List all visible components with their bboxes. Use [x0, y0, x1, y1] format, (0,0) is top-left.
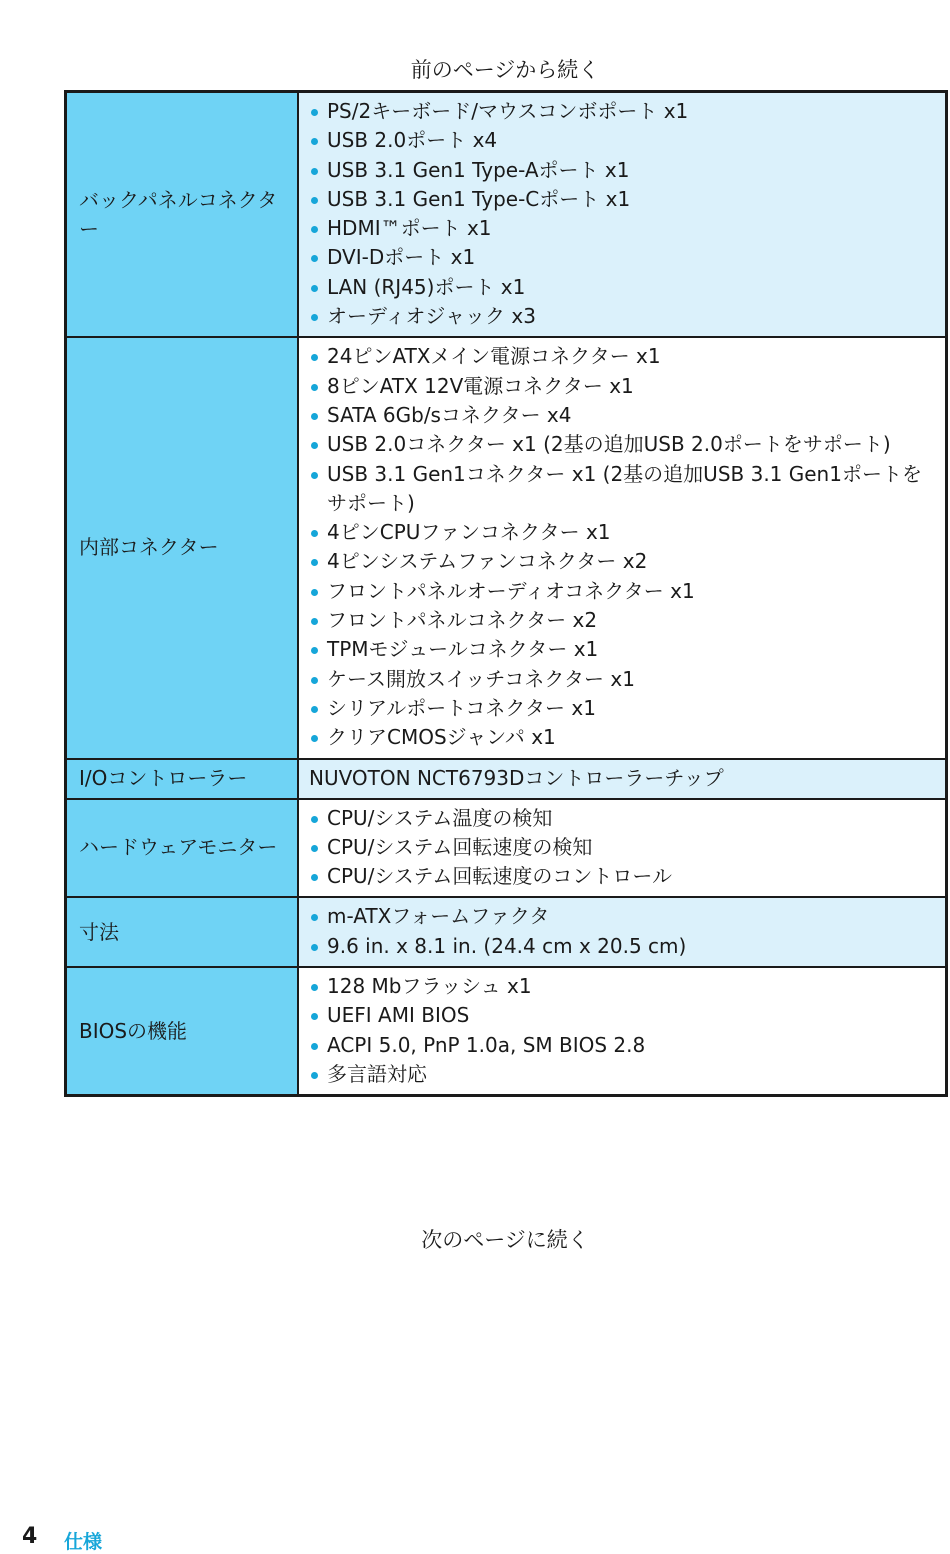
spec-label: ハードウェアモニター [66, 799, 299, 898]
spec-list [309, 804, 937, 892]
bullet-icon [311, 285, 318, 292]
list-item: 8ピンATX 12V電源コネクター x1 [309, 372, 937, 401]
bullet-icon [311, 413, 318, 420]
list-item: CPU/システム温度の検知 [309, 804, 937, 833]
list-item: クリアCMOSジャンパ x1 [309, 723, 937, 752]
list-item: 4ピンCPUファンコネクター x1 [309, 518, 937, 547]
spec-value [298, 759, 947, 799]
bullet-icon [311, 845, 318, 852]
list-item: フロントパネルコネクター x2 [309, 606, 937, 635]
bullet-icon [311, 618, 318, 625]
list-item: シリアルポートコネクター x1 [309, 694, 937, 723]
list-item: LAN (RJ45)ポート x1 [309, 273, 937, 302]
spec-row-internal [66, 337, 947, 758]
list-item: 9.6 in. x 8.1 in. (24.4 cm x 20.5 cm) [309, 932, 937, 961]
bullet-icon [311, 1013, 318, 1020]
list-item: ACPI 5.0, PnP 1.0a, SM BIOS 2.8 [309, 1031, 937, 1060]
list-item: DVI-Dポート x1 [309, 243, 937, 272]
bullet-icon [311, 984, 318, 991]
spec-value [298, 337, 947, 758]
spec-list [309, 97, 937, 331]
bullet-icon [311, 442, 318, 449]
bullet-icon [311, 914, 318, 921]
continued-from-label: 前のページから続く [410, 58, 600, 82]
list-item: オーディオジャック x3 [309, 302, 937, 331]
list-item: USB 3.1 Gen1 Type-Aポート x1 [309, 156, 937, 185]
spec-value [298, 897, 947, 967]
bullet-icon [311, 530, 318, 537]
list-item: USB 3.1 Gen1 Type-Cポート x1 [309, 185, 937, 214]
list-item: UEFI AMI BIOS [309, 1001, 937, 1030]
spec-value [298, 967, 947, 1096]
list-item: 128 Mbフラッシュ x1 [309, 972, 937, 1001]
bullet-icon [311, 1072, 318, 1079]
page-number: 4 [22, 1524, 38, 1549]
bullet-icon [311, 226, 318, 233]
bullet-icon [311, 816, 318, 823]
spec-table [64, 90, 948, 1097]
bullet-icon [311, 1043, 318, 1050]
section-title: 仕様 [64, 1531, 103, 1553]
spec-value [298, 799, 947, 898]
bullet-icon [311, 472, 318, 479]
spec-row-back-panel [66, 92, 947, 338]
bullet-icon [311, 314, 318, 321]
spec-list [309, 902, 937, 961]
spec-label: 内部コネクター [66, 337, 299, 758]
spec-label: 寸法 [66, 897, 299, 967]
bullet-icon [311, 354, 318, 361]
list-item: USB 3.1 Gen1コネクター x1 (2基の追加USB 3.1 Gen1ポートをサポート) [309, 460, 937, 519]
bullet-icon [311, 706, 318, 713]
spec-row-dimensions [66, 897, 947, 967]
spec-list [309, 972, 937, 1089]
list-item: CPU/システム回転速度のコントロール [309, 862, 937, 891]
list-item: ケース開放スイッチコネクター x1 [309, 665, 937, 694]
bullet-icon [311, 197, 318, 204]
list-item: USB 2.0ポート x4 [309, 126, 937, 155]
list-item: 24ピンATXメイン電源コネクター x1 [309, 342, 937, 371]
bullet-icon [311, 647, 318, 654]
list-item: USB 2.0コネクター x1 (2基の追加USB 2.0ポートをサポート) [309, 430, 937, 459]
list-item: フロントパネルオーディオコネクター x1 [309, 577, 937, 606]
spec-row-hardware-monitor [66, 799, 947, 898]
spec-label: I/Oコントローラー [66, 759, 299, 799]
spec-value [298, 92, 947, 338]
bullet-icon [311, 677, 318, 684]
bullet-icon [311, 255, 318, 262]
bullet-icon [311, 874, 318, 881]
list-item: PS/2キーボード/マウスコンボポート x1 [309, 97, 937, 126]
bullet-icon [311, 735, 318, 742]
spec-list [309, 342, 937, 752]
bullet-icon [311, 589, 318, 596]
spec-label: BIOSの機能 [66, 967, 299, 1096]
bullet-icon [311, 944, 318, 951]
spec-row-bios [66, 967, 947, 1096]
list-item: HDMI™ポート x1 [309, 214, 937, 243]
spec-text: NUVOTON NCT6793Dコントローラーチップ [309, 765, 724, 790]
list-item: 多言語対応 [309, 1060, 937, 1089]
bullet-icon [311, 109, 318, 116]
bullet-icon [311, 168, 318, 175]
bullet-icon [311, 559, 318, 566]
list-item: 4ピンシステムファンコネクター x2 [309, 547, 937, 576]
bullet-icon [311, 384, 318, 391]
list-item: m-ATXフォームファクタ [309, 902, 937, 931]
list-item: SATA 6Gb/sコネクター x4 [309, 401, 937, 430]
list-item: CPU/システム回転速度の検知 [309, 833, 937, 862]
spec-label: バックパネルコネクター [66, 92, 299, 338]
continued-to-label: 次のページに続く [421, 1228, 589, 1252]
list-item: TPMモジュールコネクター x1 [309, 635, 937, 664]
bullet-icon [311, 138, 318, 145]
spec-row-io-controller [66, 759, 947, 799]
